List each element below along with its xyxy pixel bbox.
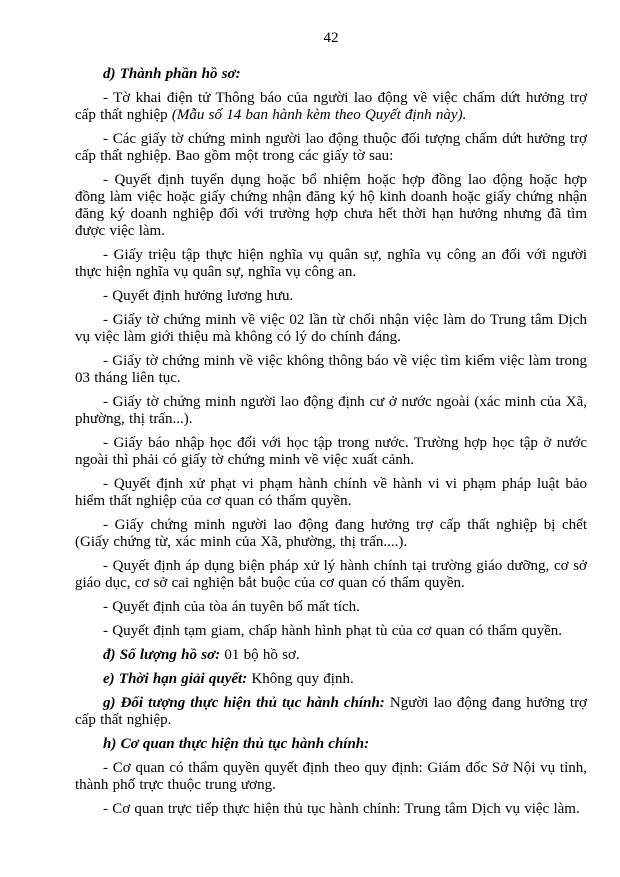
paragraph (75, 695, 587, 729)
paragraph (75, 394, 587, 428)
text-run: đ) Số lượng hồ sơ: (103, 647, 221, 663)
text-run: - Giấy triệu tập thực hiện nghĩa vụ quân sự, nghĩa vụ công an đối với người thực hiện nghĩa vụ quân sự, nghĩa vụ công an. (75, 247, 587, 280)
paragraph (75, 760, 587, 794)
paragraph (75, 172, 587, 240)
text-run: - Giấy tờ chứng minh về việc 02 lần từ chối nhận việc làm do Trung tâm Dịch vụ việc làm giới thiệu mà không có lý do chính đáng. (75, 312, 587, 345)
text-run: - Quyết định tạm giam, chấp hành hình phạt tù của cơ quan có thẩm quyền. (103, 623, 563, 639)
text-run: - Cơ quan trực tiếp thực hiện thủ tục hành chính: Trung tâm Dịch vụ việc làm. (103, 801, 580, 817)
text-run: d) Thành phần hồ sơ: (103, 66, 241, 82)
document-body (75, 66, 587, 818)
paragraph (75, 247, 587, 281)
text-run: (Mẫu số 14 ban hành kèm theo Quyết định này). (171, 107, 467, 123)
paragraph (75, 623, 587, 640)
text-run: Người lao động đang hưởng trợ cấp thất nghiệp. (75, 695, 587, 728)
text-run: - Quyết định của tòa án tuyên bố mất tích. (103, 599, 360, 615)
paragraph (75, 476, 587, 510)
paragraph (75, 353, 587, 387)
text-run: - Quyết định hưởng lương hưu. (103, 288, 294, 304)
paragraph (75, 312, 587, 346)
text-run: - Giấy tờ chứng minh về việc không thông báo về việc tìm kiếm việc làm trong 03 tháng liên tục. (75, 353, 587, 386)
paragraph (75, 517, 587, 551)
paragraph (75, 66, 587, 83)
paragraph (75, 736, 587, 753)
paragraph (75, 647, 587, 664)
text-run: - Quyết định tuyển dụng hoặc bổ nhiệm hoặc hợp đồng lao động hoặc hợp đồng làm việc hoặc giấy chứng nhận đăng ký hộ kinh doanh hoặc giấy chứng nhận đăng ký doanh nghiệp đối với trường hợp chưa hết thời hạn hưởng nhưng đã tìm được việc làm. (75, 172, 587, 239)
text-run: g) Đối tượng thực hiện thủ tục hành chính: (103, 695, 385, 711)
text-run: e) Thời hạn giải quyết: (103, 671, 248, 687)
text-run: Không quy định. (247, 671, 354, 687)
text-run: - Các giấy tờ chứng minh người lao động thuộc đối tượng chấm dứt hưởng trợ cấp thất nghiệp. Bao gồm một trong các giấy tờ sau: (75, 131, 587, 164)
text-run: - Cơ quan có thẩm quyền quyết định theo quy định: Giám đốc Sở Nội vụ tỉnh, thành phố trực thuộc trung ương. (75, 760, 587, 793)
paragraph (75, 435, 587, 469)
text-run: - Quyết định áp dụng biện pháp xử lý hành chính tại trường giáo dưỡng, cơ sở giáo dục, cơ sở cai nghiện bắt buộc của cơ quan có thẩm quyền. (75, 558, 587, 591)
paragraph (75, 288, 587, 305)
paragraph (75, 558, 587, 592)
text-run: - Giấy chứng minh người lao động đang hưởng trợ cấp thất nghiệp bị chết (Giấy chứng từ, xác minh của Xã, phường, thị trấn....). (75, 517, 587, 550)
paragraph (75, 599, 587, 616)
paragraph (75, 131, 587, 165)
text-run: - Tờ khai điện tử Thông báo của người lao động về việc chấm dứt hưởng trợ cấp thất nghiệp (75, 90, 587, 123)
paragraph (75, 671, 587, 688)
text-run: h) Cơ quan thực hiện thủ tục hành chính: (103, 736, 370, 752)
text-run: - Giấy báo nhập học đối với học tập trong nước. Trường hợp học tập ở nước ngoài thì phải có giấy tờ chứng minh về việc xuất cảnh. (75, 435, 587, 468)
page-number: 42 (323, 30, 339, 46)
text-run: - Quyết định xử phạt vi phạm hành chính về hành vi vi phạm pháp luật bảo hiểm thất nghiệp của cơ quan có thẩm quyền. (75, 476, 587, 509)
paragraph (75, 801, 587, 818)
text-run: - Giấy tờ chứng minh người lao động định cư ở nước ngoài (xác minh của Xã, phường, thị trấn...). (75, 394, 587, 427)
paragraph (75, 90, 587, 124)
text-run: 01 bộ hồ sơ. (220, 647, 300, 663)
